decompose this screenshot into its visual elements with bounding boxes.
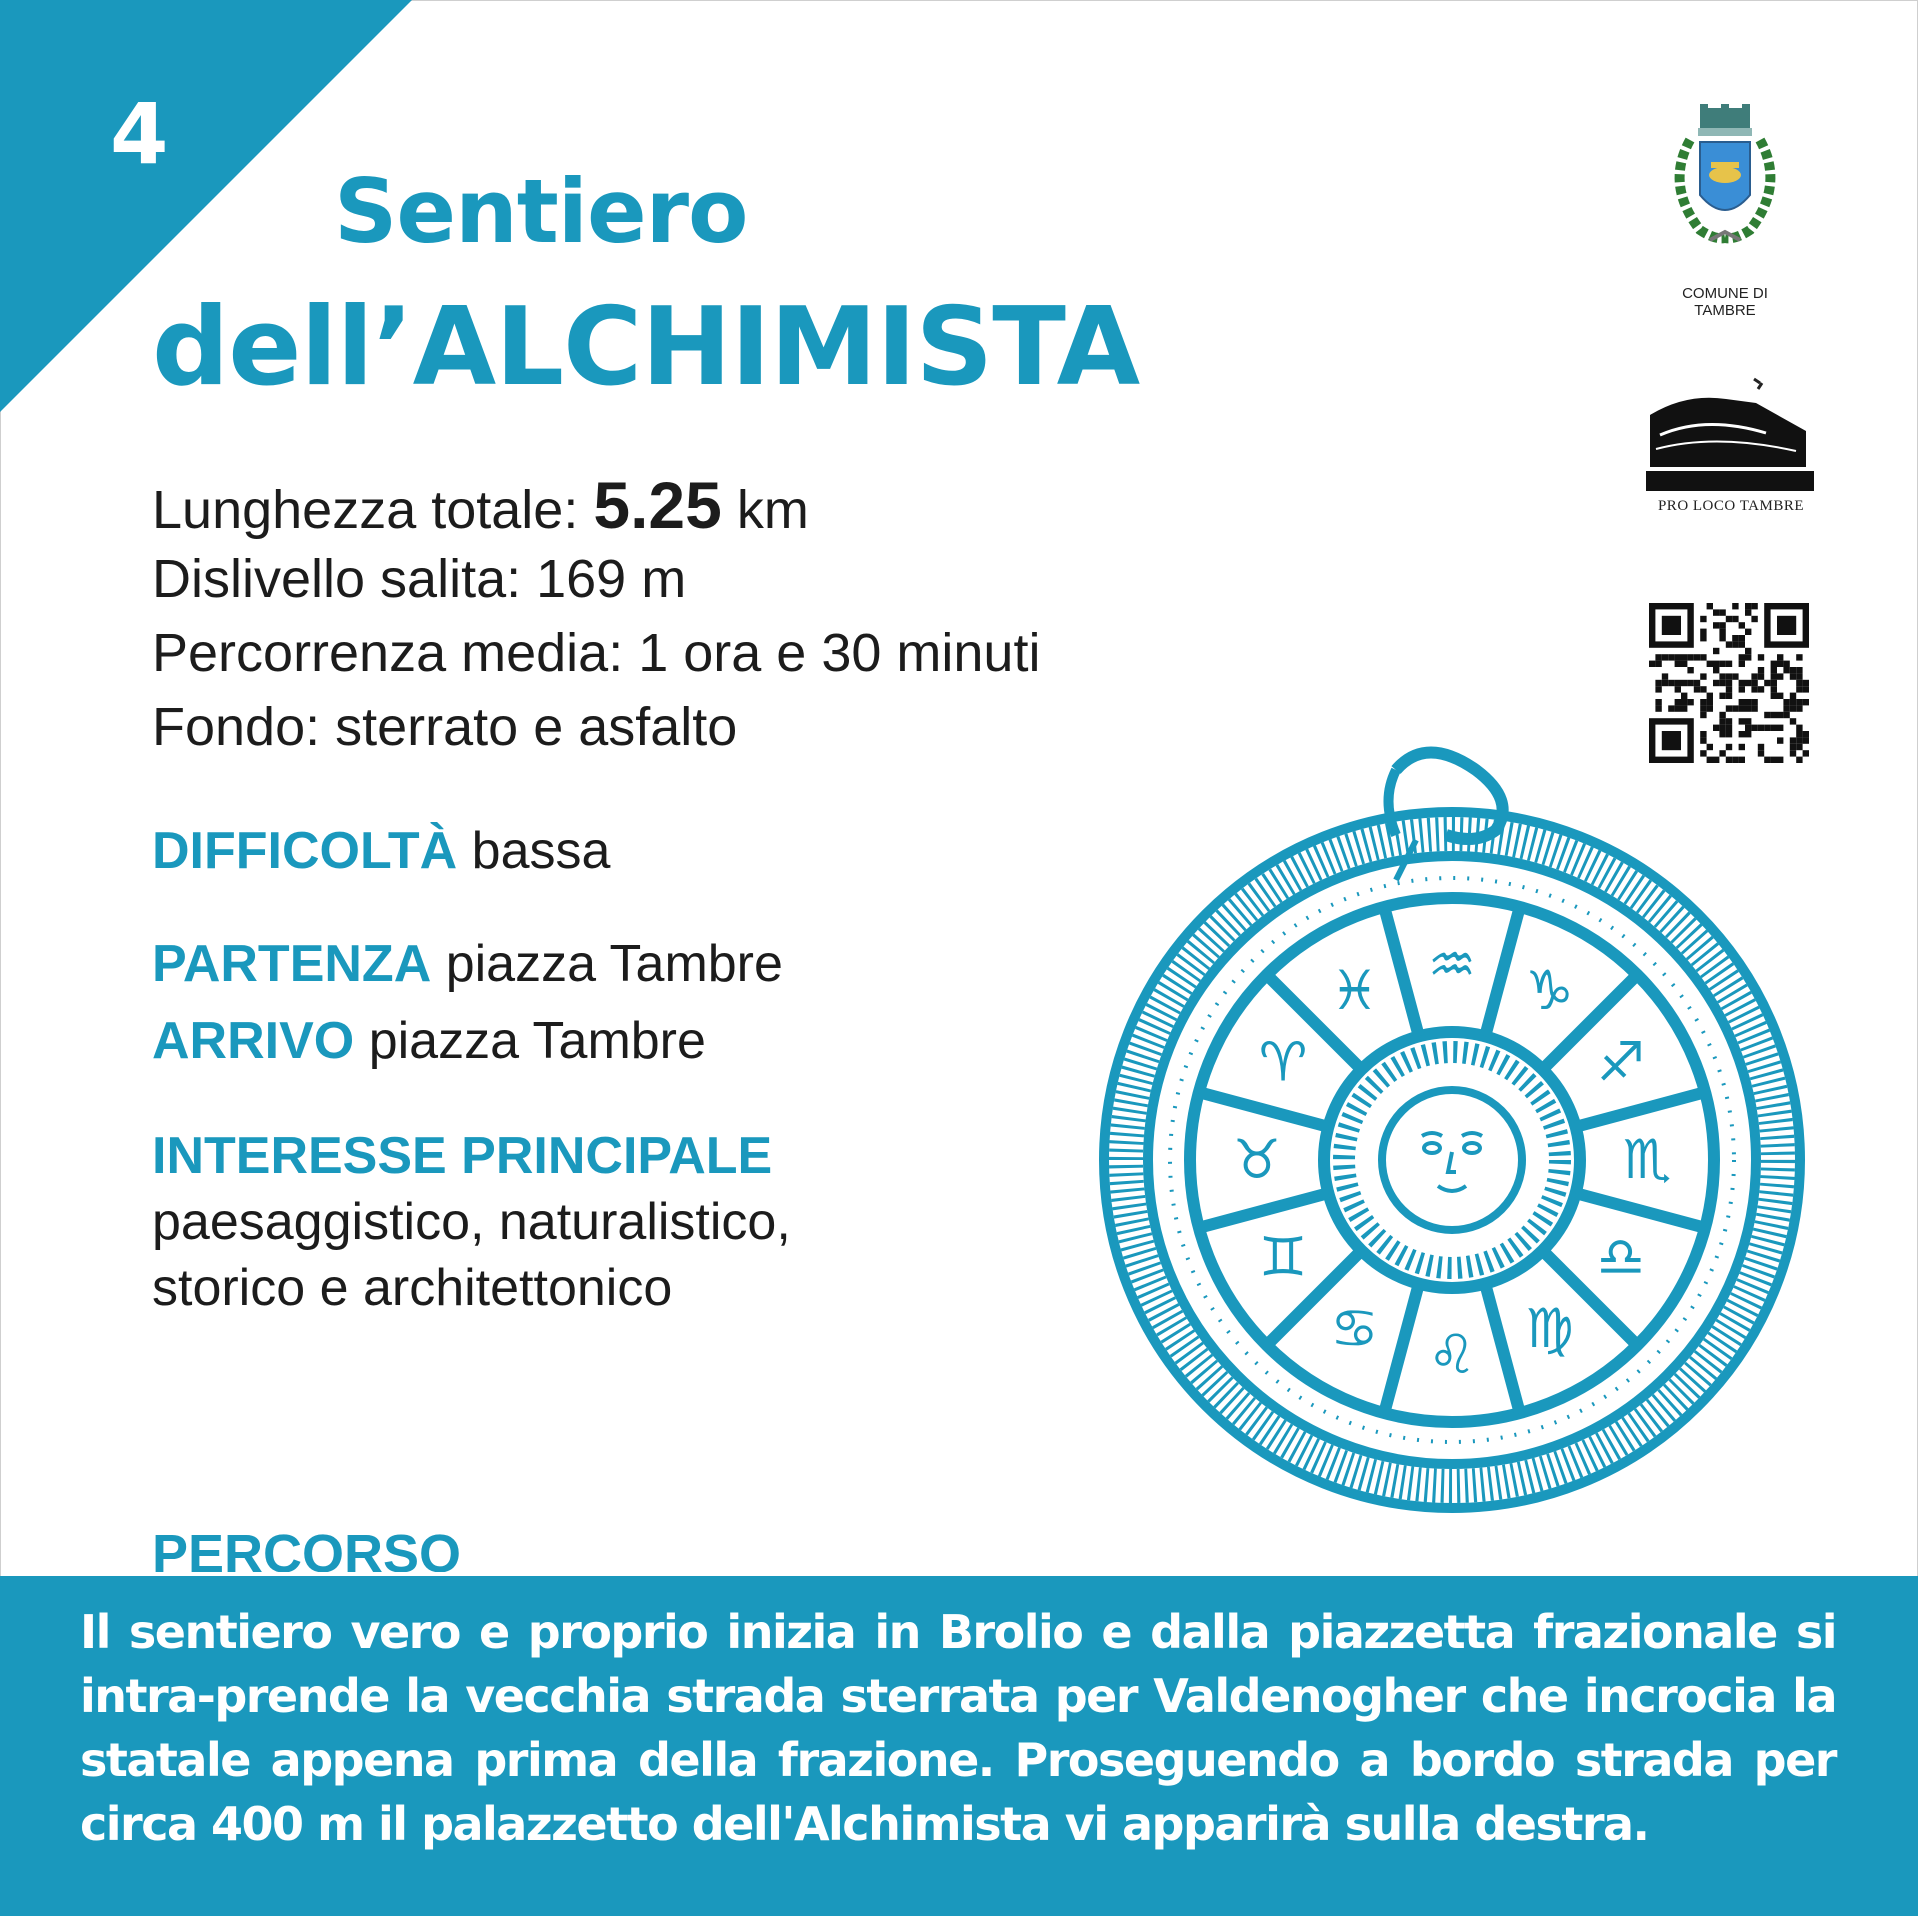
wheel-spoke [1485, 907, 1520, 1036]
zodiac-symbol-icon: ♐ [1596, 1030, 1646, 1094]
comune-logo [1640, 100, 1810, 319]
zodiac-symbol-icon: ♌ [1427, 1323, 1477, 1386]
zodiac-symbol-icon: ♑ [1525, 959, 1574, 1023]
route-stats [152, 468, 1040, 764]
surface-row: Fondo: sterrato e asfalto [152, 697, 738, 757]
length-label: Lunghezza totale: [152, 480, 579, 540]
difficulty-label: DIFFICOLTÀ [152, 822, 458, 880]
coat-of-arms-icon [1640, 100, 1810, 280]
zodiac-symbol-icon: ♎ [1596, 1225, 1646, 1289]
wheel-spoke [1384, 907, 1419, 1036]
description-band [0, 1576, 1918, 1916]
interest-line1: paesaggistico, naturalistico, [152, 1193, 791, 1251]
route-number: 4 [110, 85, 169, 183]
wheel-spoke [1199, 1092, 1328, 1127]
difficulty-row [152, 818, 610, 884]
qr-code-icon[interactable] [1649, 603, 1809, 763]
wheel-spoke [1576, 1092, 1705, 1127]
length-value: 5.25 [593, 468, 722, 542]
zodiac-symbol-icon: ♏ [1622, 1128, 1672, 1191]
length-unit: km [736, 480, 809, 540]
zodiac-symbol-icon: ♊ [1258, 1225, 1308, 1289]
difficulty-value: bassa [471, 822, 611, 880]
wheel-spoke [1485, 1284, 1520, 1413]
zodiac-wheel-icon [1096, 740, 1816, 1520]
finish-label: ARRIVO [152, 1012, 355, 1070]
start-value: piazza Tambre [445, 935, 783, 993]
pro-loco-mountain-icon [1646, 375, 1816, 493]
zodiac-symbol-icon: ♓ [1330, 959, 1379, 1023]
interest-label: INTERESSE PRINCIPALE [152, 1127, 773, 1185]
time-row: Percorrenza media: 1 ora e 30 minuti [152, 623, 1041, 683]
page-title-line1: Sentiero [334, 160, 748, 263]
zodiac-symbol-icon: ♒ [1427, 933, 1477, 996]
page-title-line2: dell’ALCHIMISTA [152, 285, 1140, 410]
start-label: PARTENZA [152, 935, 432, 993]
finish-value: piazza Tambre [368, 1012, 706, 1070]
climb-row: Dislivello salita: 169 m [152, 549, 687, 609]
interest-block [152, 1123, 791, 1321]
zodiac-symbol-icon: ♈ [1258, 1030, 1308, 1094]
wheel-spoke [1199, 1193, 1328, 1228]
wheel-spoke [1576, 1193, 1705, 1228]
interest-line2: storico e architettonico [152, 1259, 673, 1317]
zodiac-symbol-icon: ♋ [1330, 1296, 1379, 1360]
length-row [152, 468, 1040, 542]
start-row [152, 931, 783, 997]
proloco-caption: PRO LOCO TAMBRE [1657, 498, 1805, 514]
comune-caption-line1: COMUNE DI [1682, 285, 1768, 302]
proloco-logo [1646, 375, 1816, 515]
comune-caption-line2: TAMBRE [1694, 302, 1756, 319]
route-description: Il sentiero vero e proprio inizia in Brolio e dalla piazzetta frazionale si intra-prende la vecchia strada sterrata per Valdenogher che incrocia la statale appena prima della frazione. Proseguendo a bordo strada per circa 400 m il palazzetto dell'Alchimista vi apparirà sulla destra. [80, 1605, 1836, 1851]
wheel-spoke [1384, 1284, 1419, 1413]
route-heading: PERCORSO [152, 1524, 462, 1572]
zodiac-symbol-icon: ♍ [1525, 1296, 1574, 1360]
zodiac-symbol-icon: ♉ [1232, 1128, 1282, 1191]
finish-row [152, 1008, 706, 1074]
